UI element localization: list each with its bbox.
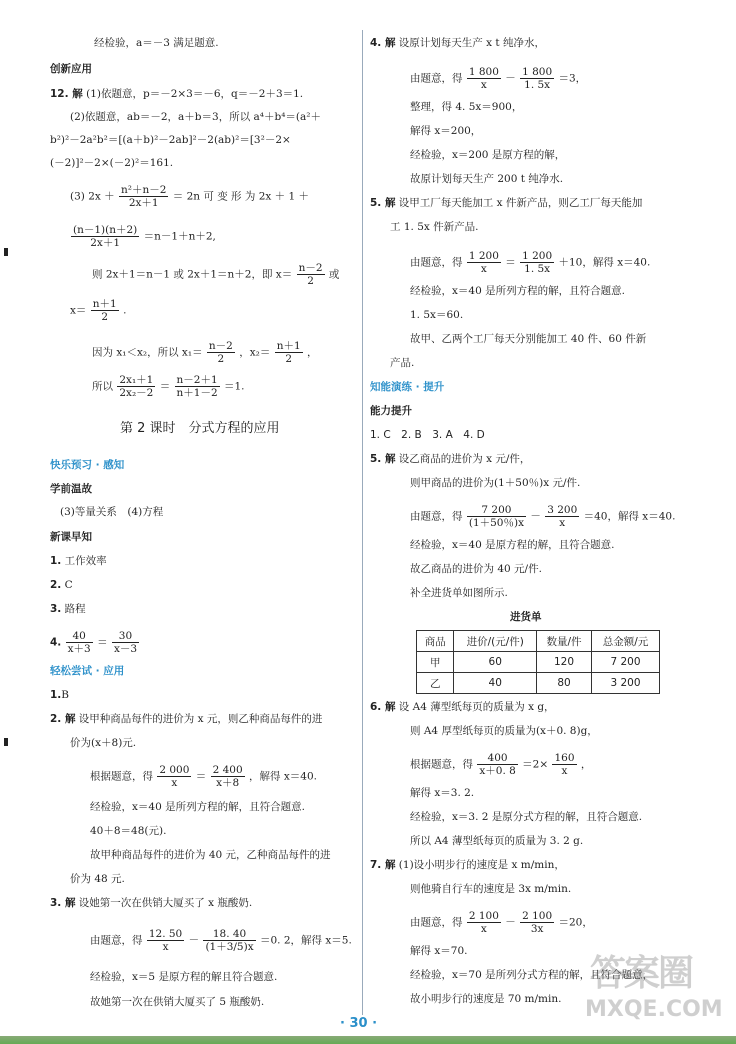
table-cell: 乙 (417, 673, 454, 694)
column-divider (362, 30, 363, 1015)
table-cell: 3 200 (591, 673, 659, 694)
text-line: 1. 5x＝60. (410, 309, 464, 321)
text-line: 故原计划每天生产 200 t 纯净水. (410, 173, 564, 185)
fraction: $\frac{n-2}{2}$ (208, 340, 233, 365)
fraction: $\frac{2 100}{x}$ (468, 910, 499, 935)
answer: 工作效率 (64, 555, 107, 567)
table-cell: 120 (537, 652, 592, 673)
text-line: 经检验，x＝70 是所列分式方程的解，且符合题意， (410, 969, 654, 981)
fraction: $\frac{\text{2x₁＋1}}{\text{2x₂－2}}$ (119, 374, 154, 399)
fraction: $\frac{40}{x+3}$ (67, 630, 91, 655)
fraction: $\frac{1 200}{x}$ (468, 250, 499, 275)
table-header-cell: 数量/件 (537, 631, 592, 652)
equation-line: 则 2x＋1＝n－1 或 2x＋1＝n＋2，即 x＝ $\frac{n-2}{2}$ 或 (92, 262, 340, 287)
table-row (417, 673, 660, 694)
section-heading: 创新应用 (50, 63, 92, 75)
fraction: $\frac{n-2}{2}$ (298, 262, 323, 287)
text-line: 故小明步行的速度是 70 m/min. (410, 993, 562, 1005)
section-heading: 轻松尝试 · 应用 (50, 665, 125, 677)
text-line: 经检验，x＝40 是所列方程的解，且符合题意. (90, 801, 305, 813)
equation-line: $\frac{(n-1)(n+2)}{2x+1}$ ＝n－1＋n＋2, (73, 224, 216, 249)
watermark-logo: 答案圈 MXQE.COM (585, 953, 723, 1022)
fraction: $\frac{1 800}{1. 5x}$ (522, 66, 553, 91)
text-line: b²)²－2a²b²＝[(a＋b)²－2ab]²－2(ab)²＝[3²－2× (50, 134, 291, 146)
problem-12 (50, 87, 303, 101)
text-line: 则甲商品的进价为(1＋50％)x 元/件. (410, 477, 581, 489)
equation-line: 因为 x₁＜x₂，所以 x₁＝ $\frac{n-2}{2}$ ，x₂＝ $\frac{n+1}{2}$ ， (92, 340, 318, 365)
text-line: 解得 x＝200， (410, 125, 482, 137)
text-line: 价为 48 元. (70, 873, 125, 885)
page-number: · 30 · (340, 1016, 378, 1031)
text-line: 故她第一次在供销大厦买了 5 瓶酸奶. (90, 996, 265, 1008)
fraction: $\frac{n+1}{2}$ (92, 298, 117, 323)
table-cell: 甲 (417, 652, 454, 673)
table-cell: 40 (454, 673, 537, 694)
fraction: $\frac{1 800}{x}$ (468, 66, 499, 91)
table-header-cell: 商品 (417, 631, 454, 652)
equation-line: 4. $\frac{40}{x+3}$ ＝ $\frac{30}{x-3}$ (50, 630, 138, 655)
table-row (417, 652, 660, 673)
margin-mark (4, 248, 8, 256)
fraction: $\frac{2 100}{3x}$ (522, 910, 553, 935)
text-line: 所以 A4 薄型纸每页的质量为 3. 2 g. (410, 835, 584, 847)
table-header-row (417, 631, 660, 652)
text-line: (3)等量关系 (4)方程 (60, 506, 164, 518)
margin-mark (4, 738, 8, 746)
text-line: (1)依题意，p＝－2×3＝－6，q＝－2＋3＝1. (86, 88, 304, 100)
text-line: 则他骑自行车的速度是 3x m/min. (410, 883, 572, 895)
text-line: 故甲种商品每件的进价为 40 元，乙种商品每件的进 (90, 849, 331, 861)
purchase-table (416, 630, 660, 694)
text-line: 经检验，x＝200 是原方程的解， (410, 149, 566, 161)
equation-line: 由题意，得 $\frac{12. 50}{x}$ － $\frac{18. 40}{(1+3/5)x}$ ＝0. 2，解得 x＝5. (90, 928, 352, 953)
bottom-edge-bar (0, 1036, 736, 1044)
fraction: $\frac{7 200}{(1+50\%)x}$ (468, 504, 524, 529)
text-line: (－2)]²－2×(－2)²＝161. (50, 157, 174, 169)
table-header-cell: 总金额/元 (591, 631, 659, 652)
equation-line: (3) 2x ＋ $\frac{\text{n²＋n－2}}{2x+1}$ ＝ 2n 可 变 形 为 2x ＋ 1 ＋ (70, 184, 310, 209)
subsection-heading: 学前温故 (50, 483, 92, 495)
table-header-cell: 进价/(元/件) (454, 631, 537, 652)
text-line: (2)依题意，ab＝－2，a＋b＝3，所以 a⁴＋b⁴＝(a²＋ (70, 111, 321, 123)
fraction: $\frac{18. 40}{(1+3/5)x}$ (205, 928, 254, 953)
text-line: 则 A4 厚型纸每页的质量为(x＋0. 8)g， (410, 725, 598, 737)
table-title: 进货单 (510, 611, 542, 623)
text-line: 经检验，x＝5 是原方程的解且符合题意. (90, 971, 278, 983)
fraction: $\frac{(n-1)(n+2)}{2x+1}$ (73, 224, 138, 249)
table-cell: 7 200 (591, 652, 659, 673)
answer: C (64, 579, 73, 591)
equation-line: 由题意，得 $\frac{2 100}{x}$ － $\frac{2 100}{3x}$ ＝20， (410, 910, 593, 935)
fraction: $\frac{2 400}{x+8}$ (212, 764, 243, 789)
text-line: 工 1. 5x 件新产品. (390, 221, 479, 233)
fraction: $\frac{12. 50}{x}$ (148, 928, 183, 953)
equation-line: 由题意，得 $\frac{1 200}{x}$ ＝ $\frac{1 200}{1. 5x}$ ＋10，解得 x＝40. (410, 250, 651, 275)
equation-line: 由题意，得 $\frac{1 800}{x}$ － $\frac{1 800}{1. 5x}$ ＝3， (410, 66, 587, 91)
fraction: $\frac{\text{n²＋n－2}}{2x+1}$ (121, 184, 167, 209)
fraction: $\frac{30}{x-3}$ (113, 630, 138, 655)
fraction: $\frac{1 200}{1. 5x}$ (522, 250, 553, 275)
text-line: 价为(x＋8)元. (70, 737, 137, 749)
text-line: 经检验，a＝－3 满足题意. (94, 37, 219, 49)
table-cell: 80 (537, 673, 592, 694)
text-line: 经检验，x＝3. 2 是原分式方程的解，且符合题意. (410, 811, 643, 823)
text-line: 解得 x＝3. 2. (410, 787, 475, 799)
table-cell: 60 (454, 652, 537, 673)
answer: 路程 (64, 603, 86, 615)
answer-list: 1. C 2. B 3. A 4. D (370, 429, 485, 441)
equation-line: x＝ $\frac{n+1}{2}$ . (70, 298, 127, 323)
equation-line: 由题意，得 $\frac{7 200}{(1+50\%)x}$ － $\frac{3 200}{x}$ ＝40，解得 x＝40. (410, 504, 676, 529)
text-line: 解得 x＝70. (410, 945, 468, 957)
fraction: $\frac{2 000}{x}$ (159, 764, 190, 789)
text-line: 故甲、乙两个工厂每天分别能加工 40 件、60 件新 (410, 333, 647, 345)
subsection-heading: 能力提升 (370, 405, 412, 417)
equation-line: 根据题意，得 $\frac{2 000}{x}$ ＝ $\frac{2 400}{x+8}$ ，解得 x＝40. (90, 764, 317, 789)
text-line: 补全进货单如图所示. (410, 587, 508, 599)
fraction: $\frac{160}{x}$ (554, 752, 575, 777)
text-line: 整理，得 4. 5x＝900， (410, 101, 523, 113)
fraction: $\frac{400}{x+0. 8}$ (479, 752, 516, 777)
problem-label: 12. 解 (50, 88, 83, 100)
subsection-heading: 新课早知 (50, 531, 92, 543)
equation-line: 所以 $\frac{\text{2x₁＋1}}{\text{2x₂－2}}$ ＝ $\frac{n-2+1}{n+1-2}$ ＝1. (92, 374, 245, 399)
fraction: $\frac{n-2+1}{n+1-2}$ (176, 374, 218, 399)
text-line: 经检验，x＝40 是所列方程的解，且符合题意. (410, 285, 625, 297)
text-line: 故乙商品的进价为 40 元/件. (410, 563, 542, 575)
lesson-title: 第 2 课时 分式方程的应用 (120, 421, 280, 436)
section-heading: 快乐预习 · 感知 (50, 459, 125, 471)
fraction: $\frac{3 200}{x}$ (547, 504, 578, 529)
text-line: 40＋8＝48(元). (90, 825, 167, 837)
section-heading: 知能演练 · 提升 (370, 381, 445, 393)
text-line: 经检验，x＝40 是原方程的解，且符合题意. (410, 539, 615, 551)
answer: B (61, 689, 70, 701)
text-line: 产品. (390, 357, 415, 369)
fraction: $\frac{n+1}{2}$ (276, 340, 301, 365)
equation-line: 根据题意，得 $\frac{400}{x+0. 8}$ ＝2× $\frac{160}{x}$ ， (410, 752, 592, 777)
